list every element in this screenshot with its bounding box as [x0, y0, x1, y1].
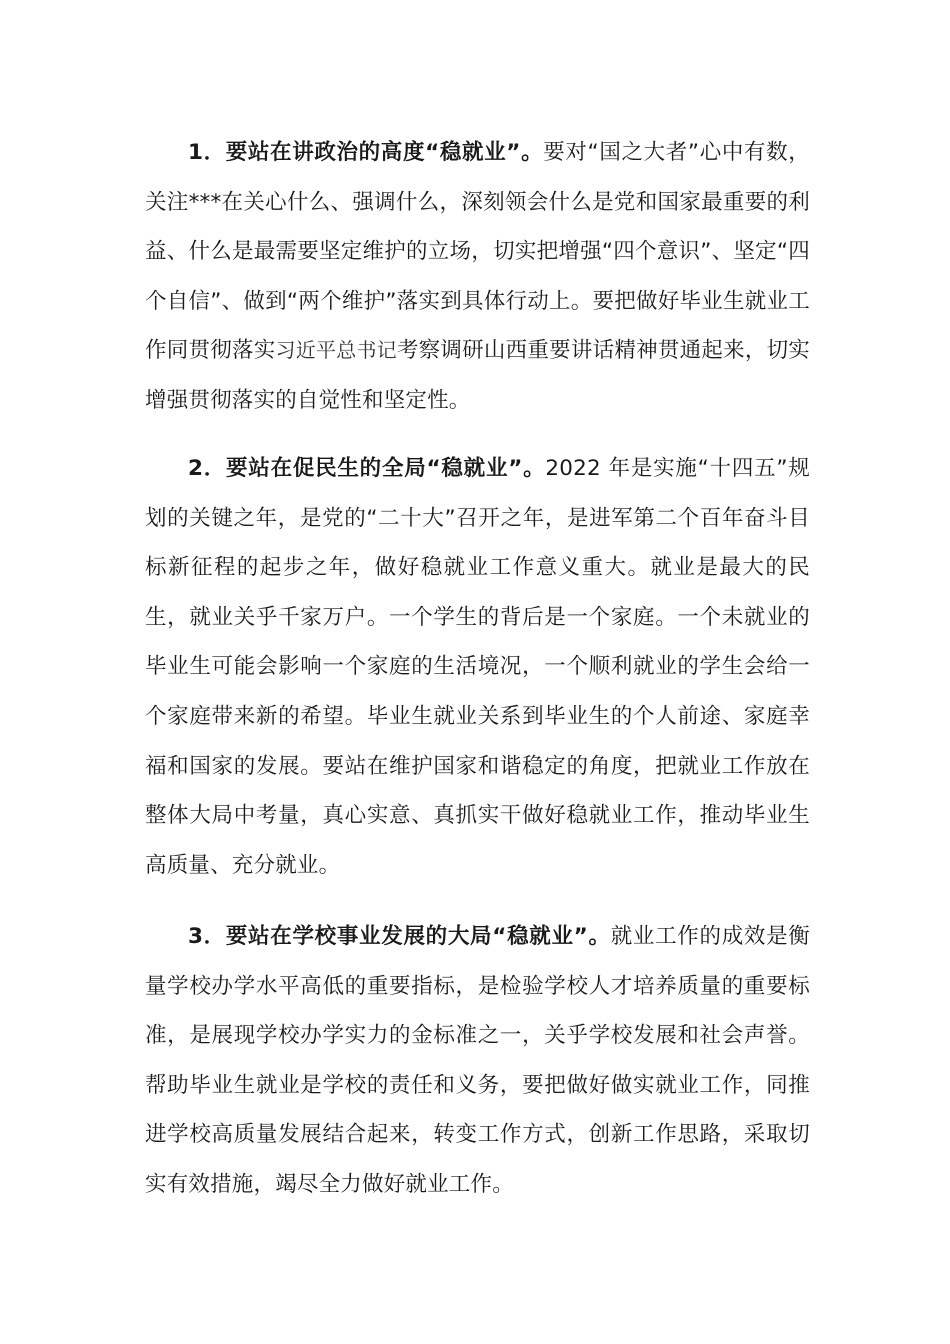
paragraph-1-name: 习近平总书记: [275, 338, 397, 363]
paragraph-3-heading: 3．要站在学校事业发展的大局“稳就业”。: [188, 924, 611, 949]
paragraph-2: [145, 444, 810, 890]
paragraph-1: [145, 128, 810, 426]
paragraph-2-heading: 2．要站在促民生的全局“稳就业”。: [188, 456, 546, 481]
paragraph-1-heading: 1．要站在讲政治的高度“稳就业”。: [188, 140, 544, 165]
paragraph-3: [145, 912, 810, 1210]
paragraph-3-body: 就业工作的成效是衡量学校办学水平高低的重要指标，是检验学校人才培养质量的重要标准，是展现学校办学实力的金标准之一，关乎学校发展和社会声誉。帮助毕业生就业是学校的责任和义务，要把做好做实就业工作，同推进学校高质量发展结合起来，转变工作方式，创新工作思路，采取切实有效措施，竭尽全力做好就业工作。: [145, 924, 810, 1197]
paragraph-2-body: 2022 年是实施“十四五”规划的关键之年，是党的“二十大”召开之年，是进军第二个百年奋斗目标新征程的起步之年，做好稳就业工作意义重大。就业是最大的民生，就业关乎千家万户。一个学生的背后是一个家庭。一个未就业的毕业生可能会影响一个家庭的生活境况，一个顺利就业的学生会给一个家庭带来新的希望。毕业生就业关系到毕业生的个人前途、家庭幸福和国家的发展。要站在维护国家和谐稳定的角度，把就业工作放在整体大局中考量，真心实意、真抓实干做好稳就业工作，推动毕业生高质量、充分就业。: [145, 456, 811, 878]
paragraph-1-body-b: 考察调研山西重要讲话精神贯通起来，切实增强贯彻落实的自觉性和坚定性。: [145, 338, 811, 413]
paragraph-1-body-a: 要对“国之大者”心中有数，关注***在关心什么、强调什么，深刻领会什么是党和国家最重要的利益、什么是最需要坚定维护的立场，切实把增强“四个意识”、坚定“四个自信”、做到“两个维护”落实到具体行动上。要把做好毕业生就业工作同贯彻落实: [145, 140, 810, 364]
